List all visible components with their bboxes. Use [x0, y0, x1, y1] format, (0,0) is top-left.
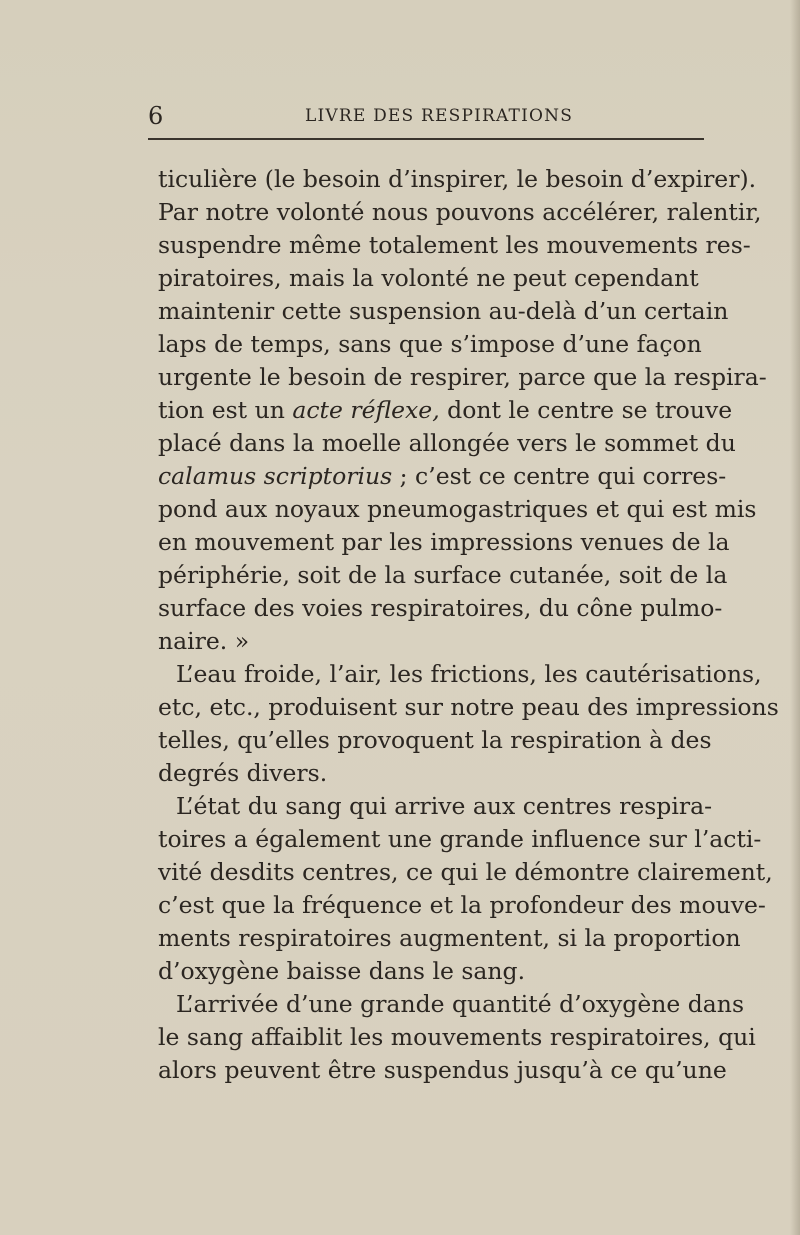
text-line: urgente le besoin de respirer, parce que la respira- — [158, 363, 767, 391]
text-line: Par notre volonté nous pouvons accélérer, ralentir, — [158, 198, 762, 226]
header-rule — [148, 138, 704, 140]
text-line: c’est que la fréquence et la profondeur des mouve- — [158, 891, 766, 919]
text-line: ticulière (le besoin d’inspirer, le besoin d’expirer). — [158, 165, 757, 193]
text-line: surface des voies respiratoires, du cône pulmo- — [158, 594, 723, 622]
text-line: placé dans la moelle allongée vers le sommet du — [158, 429, 736, 457]
text-line: vité desdits centres, ce qui le démontre clairement, — [158, 858, 773, 886]
page-number: 6 — [148, 102, 164, 130]
text-line: alors peuvent être suspendus jusqu’à ce qu’une — [158, 1056, 727, 1084]
text-run: ; c’est ce centre qui corres- — [392, 462, 727, 490]
text-line: piratoires, mais la volonté ne peut cependant — [158, 264, 699, 292]
text-line: L’eau froide, l’air, les frictions, les cautérisations, — [176, 660, 762, 688]
text-line: en mouvement par les impressions venues de la — [158, 528, 730, 556]
text-line: ments respiratoires augmentent, si la proportion — [158, 924, 741, 952]
text-line: degrés divers. — [158, 759, 328, 787]
page-header — [148, 101, 704, 131]
text-line: telles, qu’elles provoquent la respiration à des — [158, 726, 712, 754]
text-line: d’oxygène baisse dans le sang. — [158, 957, 526, 985]
running-title: LIVRE DES RESPIRATIONS — [305, 106, 574, 126]
text-line: suspendre même totalement les mouvements res- — [158, 231, 751, 259]
text-line: etc, etc., produisent sur notre peau des impressions — [158, 693, 779, 721]
text-line: L’état du sang qui arrive aux centres respira- — [176, 792, 713, 820]
text-run: dont le centre se trouve — [439, 396, 733, 424]
italic-term: acte réflexe, — [292, 396, 440, 424]
text-line: maintenir cette suspension au-delà d’un certain — [158, 297, 729, 325]
text-line: toires a également une grande influence sur l’acti- — [158, 825, 762, 853]
text-line: pond aux noyaux pneumogastriques et qui est mis — [158, 495, 757, 523]
text-line: naire. » — [158, 627, 250, 655]
text-run: tion est un — [158, 396, 293, 424]
text-line: périphérie, soit de la surface cutanée, soit de la — [158, 561, 728, 589]
text-line: le sang affaiblit les mouvements respiratoires, qui — [158, 1023, 756, 1051]
text-line: laps de temps, sans que s’impose d’une façon — [158, 330, 702, 358]
text-line: L’arrivée d’une grande quantité d’oxygène dans — [176, 990, 745, 1018]
italic-term: calamus scriptorius — [158, 462, 393, 490]
